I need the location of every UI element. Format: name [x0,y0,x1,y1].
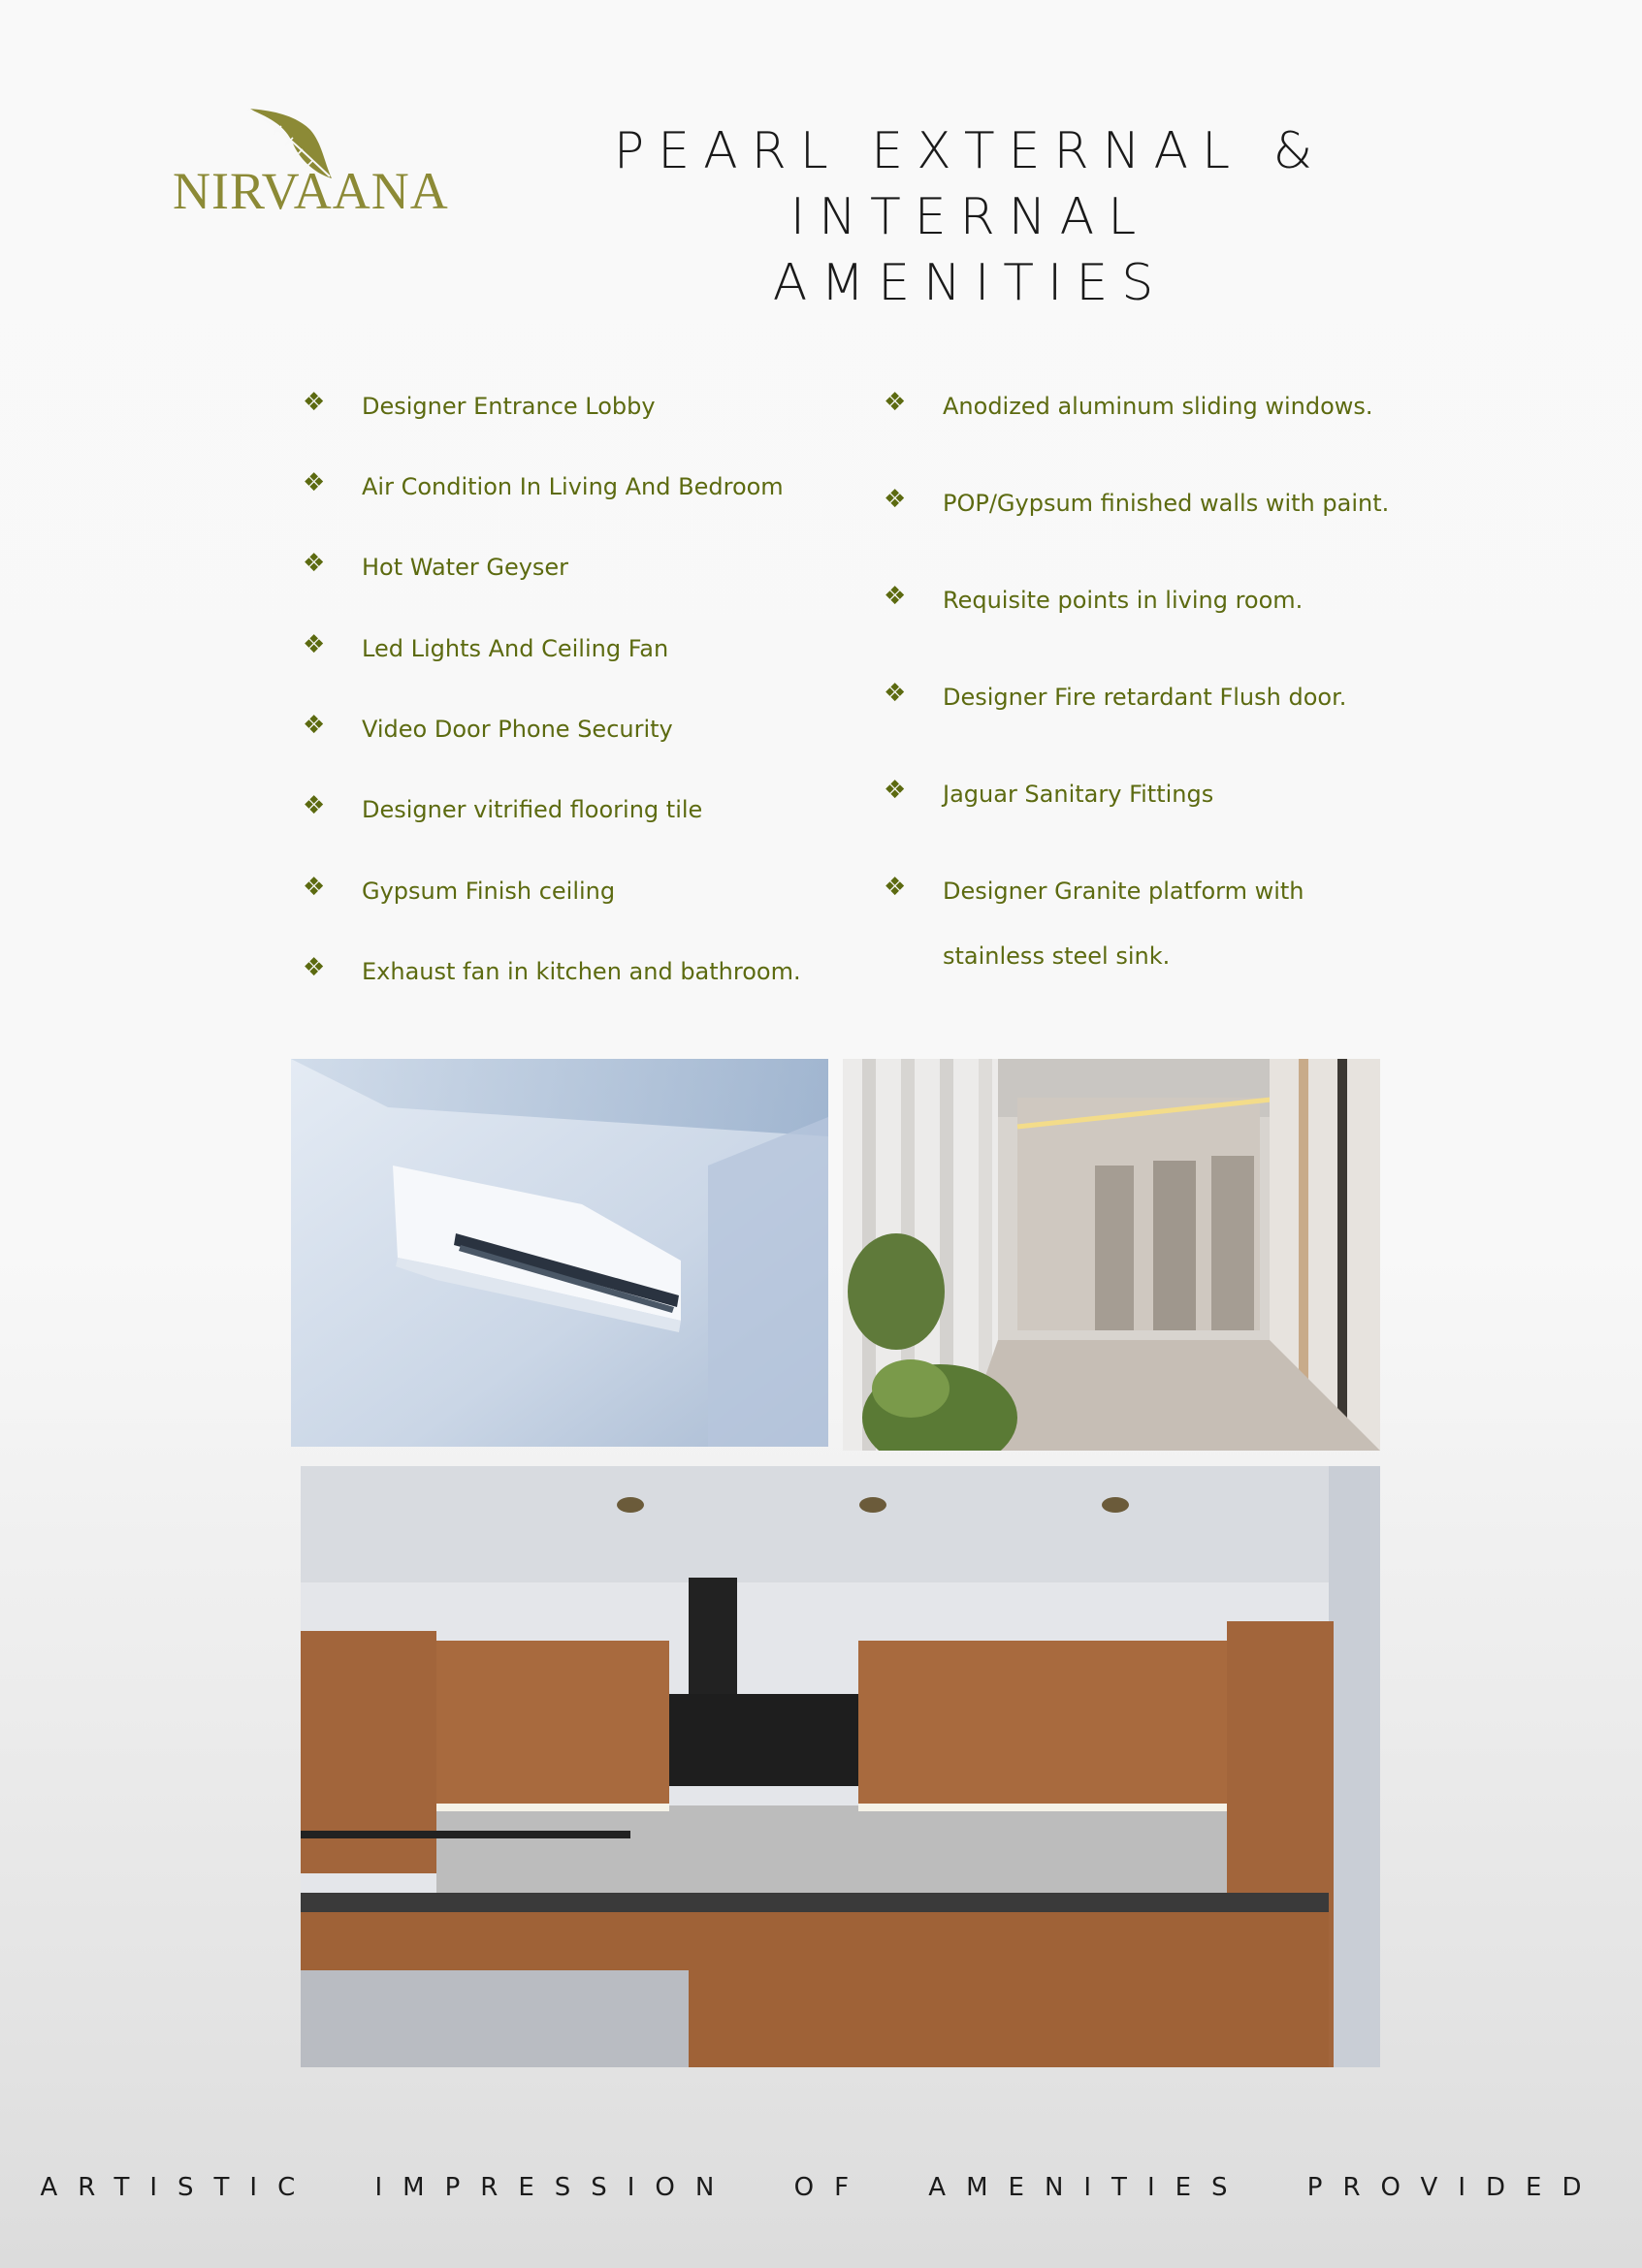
nirvaana-logo [173,105,449,221]
diamond-bullet-icon: ❖ [303,791,326,820]
air-conditioner-photo [291,1059,828,1447]
diamond-bullet-icon: ❖ [303,711,326,740]
diamond-bullet-icon: ❖ [303,468,326,497]
diamond-bullet-icon: ❖ [884,679,907,708]
entrance-lobby-photo [843,1059,1380,1451]
footer-caption: ARTISTIC IMPRESSION OF AMENITIES PROVIDED [40,2173,1602,2202]
diamond-bullet-icon: ❖ [884,582,907,611]
page-title-line-2: AMENITIES [772,254,1168,312]
page-title-line-1: PEARL EXTERNAL & INTERNAL [613,122,1327,246]
diamond-bullet-icon: ❖ [303,873,326,902]
diamond-bullet-icon: ❖ [884,873,907,902]
diamond-bullet-icon: ❖ [303,630,326,659]
kitchen-photo [301,1466,1380,2067]
diamond-bullet-icon: ❖ [303,388,326,417]
diamond-bullet-icon: ❖ [303,549,326,578]
diamond-bullet-icon: ❖ [884,485,907,514]
diamond-bullet-icon: ❖ [303,953,326,982]
page-title [456,118,1484,316]
diamond-bullet-icon: ❖ [884,388,907,417]
logo-wordmark: NIRVAANA [173,162,449,220]
diamond-bullet-icon: ❖ [884,776,907,805]
